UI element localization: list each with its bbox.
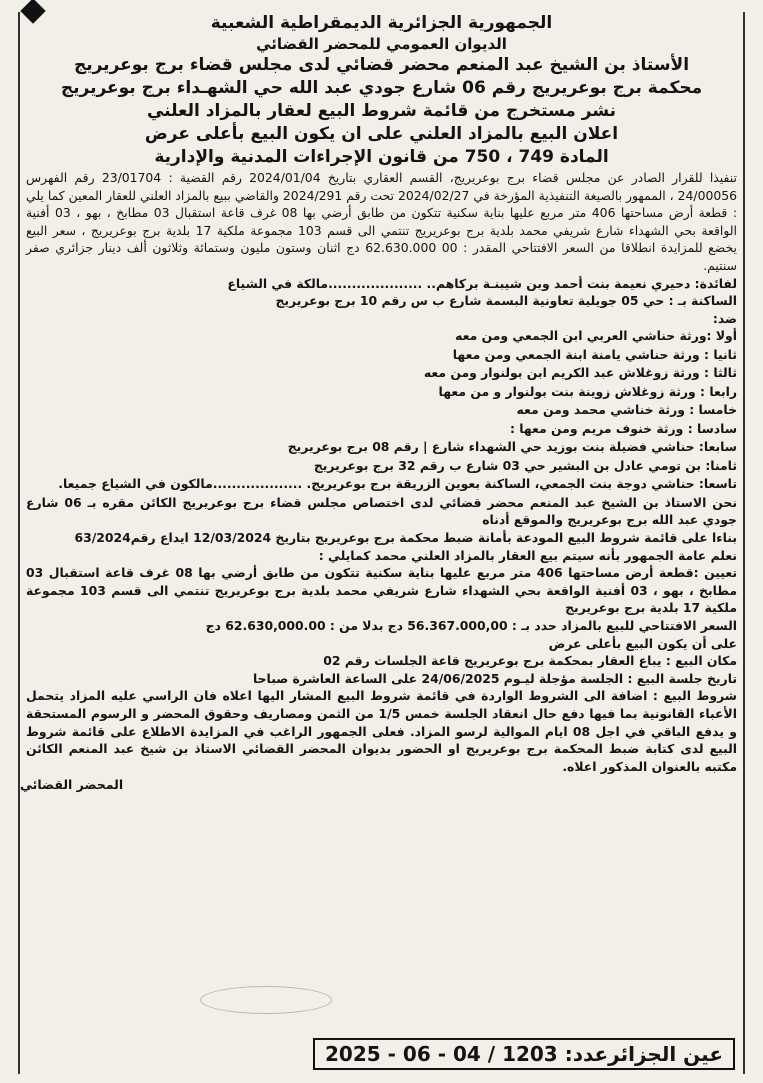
sale-place: مكان البيع : يباع العقار بمحكمة برج بوعريريج قاعة الجلسات رقم 02 <box>323 653 737 669</box>
defendant-item: تاسعا: حناشي دوجة بنت الجمعي، الساكنة بعوين الزريقة برج بوعريريج. ...................مالكون في الشياع جميعا. <box>58 476 737 492</box>
residence-line: الساكنة بـ : حي 05 جويلية تعاونية البسمة شارع ب س رقم 10 برج بوعريريج <box>275 293 737 309</box>
bailiff-statement: نحن الاستاذ بن الشيخ عبد المنعم محضر قضائي لدى اختصاص مجلس قضاء برج بوعريريج الكائن مقره بـ 06 شارع جودي عبد الله برج بوعريريج والموقع أدناه <box>26 494 737 528</box>
opening-price: السعر الافتتاحي للبيع بالمزاد حدد بـ : 56.367.000,00 دج بدلا من : 62.630,000.00 دج <box>205 618 737 633</box>
header-line-1: الجمهورية الجزائرية الديمقراطية الشعبية <box>210 13 553 33</box>
against-label: ضد: <box>712 310 737 326</box>
header-line-3: الأستاذ بن الشيخ عبد المنعم محضر قضائي لدى مجلس قضاء برج بوعريريج <box>73 55 690 75</box>
notice-body <box>20 169 743 775</box>
header-line-6: اعلان البيع بالمزاد العلني على ان يكون البيع بأعلى عرض <box>144 124 619 144</box>
header-line-2: الديوان العمومي للمحضر القضائي <box>256 35 507 53</box>
stamp-mark <box>200 986 332 1014</box>
header-line-7: المادة 749 ، 750 من قانون الإجراءات المدنية والإدارية <box>154 147 609 167</box>
defendant-item: ثانيا : ورثة حناشي يامنة ابنة الجمعي ومن معها <box>452 346 737 362</box>
defendants-list <box>26 327 737 494</box>
sale-terms: شروط البيع : اضافة الى الشروط الواردة في قائمة شروط البيع المشار اليها اعلاه فان الراسي عليه المزاد يتحمل الأعباء القانونية بما فيها دفع حال انعقاد الجلسة خمس 1/5 من الثمن ومصاريف وحقوق المحضر و الرسوم المستحقة و يدفع الباقي في اجل 08 ايام الموالية لرسو المزاد. فعلى الجمهور الراغب في المزايدة الاطلاع على قائمة شروط البيع لدى كتابة ضبط المحكمة برج بوعريريج او الحضور بديوان المحضر القضائي الاستاذ بن شيخ عبد المنعم الكائن مكتبه بالعنوان المذكور اعلاه. <box>26 688 737 774</box>
defendant-item: سادسا : ورثة خنوف مريم ومن معها : <box>509 420 737 436</box>
deposit-statement: بناءا على قائمة شروط البيع المودعة بأمانة ضبط محكمة برج بوعريريج بتاريخ 12/03/2024 ايداع رقم63/2024 <box>74 530 737 546</box>
beneficiary-line: لفائدة: دحيري نعيمة بنت أحمد وبن شيبنـة بركاهم.. ....................مالكة في الشياع <box>227 275 737 291</box>
defendant-item: سابعا: حناشي فضيلة بنت بوزيد حي الشهداء شارع | رقم 08 برج بوعريريج <box>287 439 737 455</box>
intro-paragraph: تنفيذا للقرار الصادر عن مجلس قضاء برج بوعريريج، القسم العقاري بتاريخ 2024/01/04 رقم القضية : 23/01704 رقم الفهرس 24/00056 ، الممهور بالصيغة التنفيذية المؤرخة في 2024/02/27 تحت رقم 2024/291 والقاضي ببيع بالمزاد العلني للعقار المعين كما يلي : قطعة أرض مساحتها 406 متر مربع عليها بناية سكنية تتكون من طابق أرضي بها 08 غرف قاعة استقبال 03 مطابخ ، بهو ، 03 أفنية الواقعة بحي الشهداء شارع شريفي محمد بلدية برج بوعريريج تنتمي الى قسم 103 مجموعة ملكية 17 بلدية برج بوعريريج ، سعر البيع يخضع للمزايدة انطلاقا من السعر الافتتاحي المقدر : 00 62.630.000 دج اثنان وستون مليون وستمائة وثلاثون ألف دينار جزائري صفر سنتيم. <box>26 170 738 273</box>
signature-label: المحضر القضائي <box>20 777 124 793</box>
defendant-item: خامسا : ورثة خناشي محمد ومن معه <box>516 402 737 418</box>
defendant-item: أولا :ورثة حناشي العربي ابن الجمعي ومن معه <box>455 328 737 344</box>
sale-date: تاريخ جلسة البيع : الجلسة مؤجلة ليـوم 24/06/2025 على الساعة العاشرة صباحا <box>252 670 737 686</box>
legal-notice-page <box>18 12 745 1074</box>
highest-offer-line: على أن يكون البيع بأعلى عرض <box>548 635 737 651</box>
public-notice: نعلم عامة الجمهور بأنه سيتم بيع العقار بالمزاد العلني محمد كمايلي : <box>318 547 737 563</box>
defendant-item: ثامنا: بن تومي عادل بن البشير حي 03 شارع ب رقم 32 برج بوعريريج <box>313 457 737 473</box>
defendant-item: رابعا : ورثة زوغلاش زوينة بنت بولنوار و من معها <box>438 383 737 399</box>
notice-header <box>20 12 743 169</box>
defendant-item: ثالثا : ورثة زوغلاش عبد الكريم ابن بولنوار ومن معه <box>423 365 737 381</box>
footer-issue-box: عين الجزائرعدد: 1203 / 04 - 06 - 2025 <box>313 1038 735 1070</box>
header-line-5: نشر مستخرج من قائمة شروط البيع لعقار بالمزاد العلني <box>146 101 617 121</box>
header-line-4: محكمة برج بوعريريج رقم 06 شارع جودي عبد الله حي الشهـداء برج بوعريريج <box>60 78 703 98</box>
property-designation: تعيين :قطعة أرض مساحتها 406 متر مربع عليها بناية سكنية تتكون من طابق أرضي بها 08 غرف قاعة استقبال 03 مطابخ ، بهو ، 03 أفنية الواقعة بحي الشهداء شارع شريفي محمد بلدية برج بوعريريج تنتمي الى قسم 103 مجموعة ملكية 17 بلدية برج بوعريريج <box>26 565 738 616</box>
